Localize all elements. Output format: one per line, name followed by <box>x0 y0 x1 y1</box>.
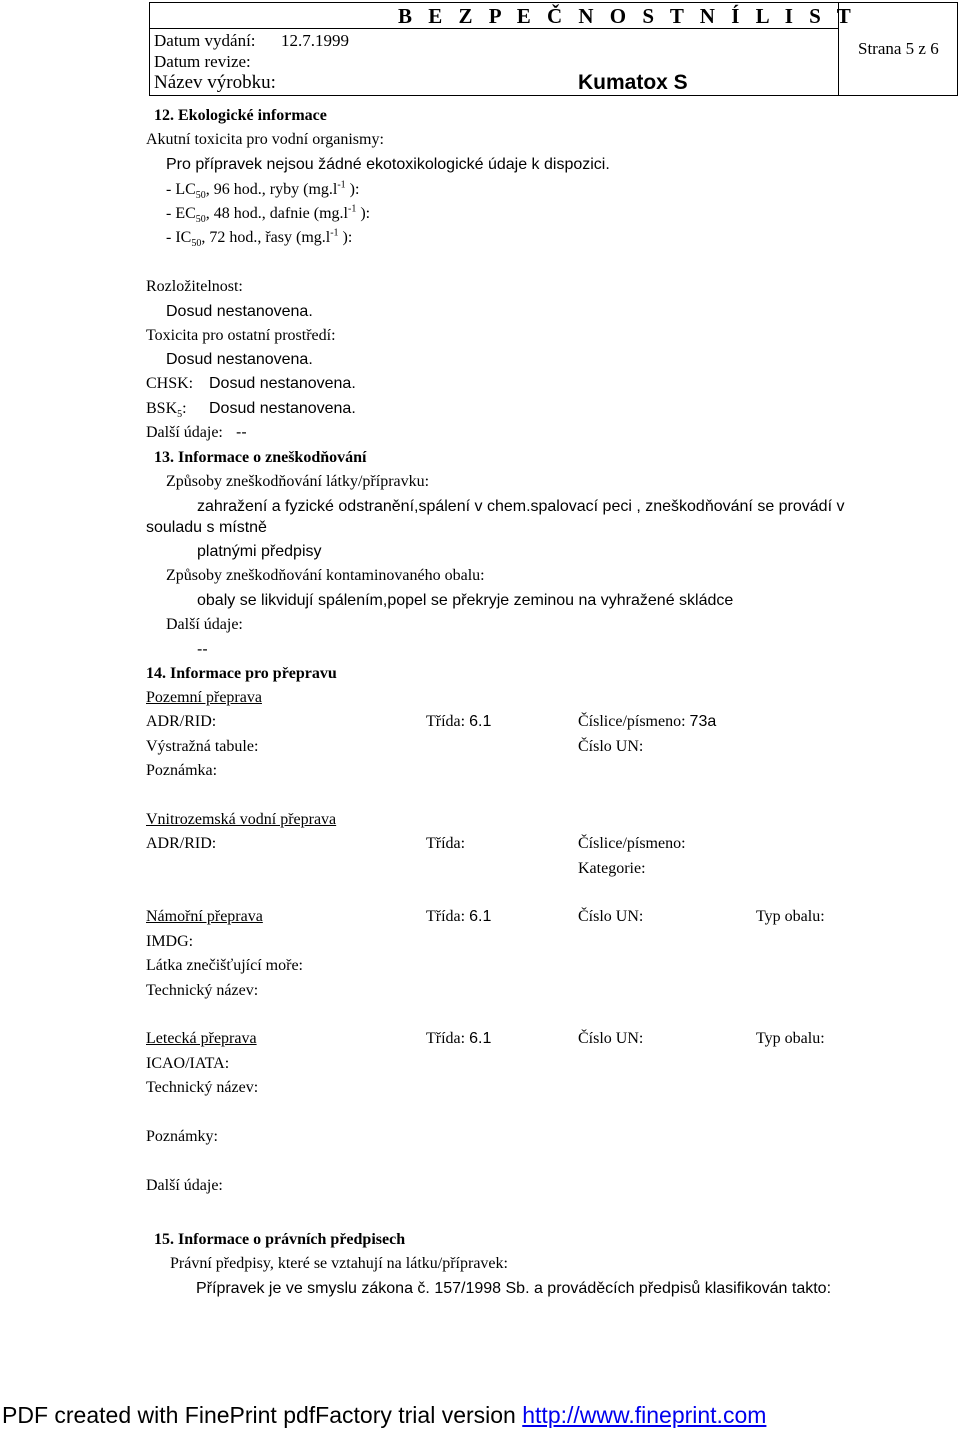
chsk-label: CHSK: <box>146 375 194 392</box>
revision-date-label: Datum revize: <box>154 52 251 71</box>
ec50-row: - $EC_{50}$, 48 hod., dafnie ($mg.l^{-1}$ ): <box>166 203 371 226</box>
fineprint-link[interactable]: http://www.fineprint.com <box>522 1402 767 1428</box>
air-un-label: Číslo UN: <box>578 1030 644 1047</box>
disposal-methods-line1: zahražení a fyzické odstranění,spálení v chem.spalovací peci , zneškodňování se provádí v <box>197 498 845 515</box>
package-disposal-value: obaly se likvidují spálením,popel se překryje zeminou na vyhražené skládce <box>197 592 734 609</box>
package-disposal-label: Způsoby zneškodňování kontaminovaného obalu: <box>166 567 485 584</box>
warning-plate-label: Výstražná tabule: <box>146 738 259 755</box>
inland-adr-label: ADR/RID: <box>146 835 217 852</box>
ic50-row: - $IC_{50}$, 72 hod., řasy ($mg.l^{-1}$ ): <box>166 227 353 250</box>
issue-date-label: Datum vydání: <box>154 31 256 50</box>
acute-toxicity-label: Akutní toxicita pro vodní organismy: <box>146 131 384 148</box>
sea-pack-label: Typ obalu: <box>756 908 825 925</box>
sea-transport-title: Námořní přeprava <box>146 908 263 925</box>
land-note-label: Poznámka: <box>146 762 218 779</box>
s13-other-value: -- <box>197 641 208 658</box>
chsk-value: Dosud nestanovena. <box>209 375 356 392</box>
inland-class-label: Třída: <box>426 835 466 852</box>
s12-other-label: Další údaje: <box>146 424 223 441</box>
icao-iata-label: ICAO/IATA: <box>146 1055 230 1072</box>
issue-date-value: 12.7.1999 <box>281 31 349 50</box>
disposal-methods-line3: platnými předpisy <box>197 543 322 560</box>
no-ecotox-data: Pro přípravek nejsou žádné ekotoxikologické údaje k dispozici. <box>166 156 610 173</box>
degradability-label: Rozložitelnost: <box>146 278 243 295</box>
header-divider <box>149 28 839 29</box>
land-adr-label: ADR/RID: <box>146 713 217 730</box>
inland-transport-title: Vnitrozemská vodní přeprava <box>146 811 337 828</box>
page-number: Strana 5 z 6 <box>858 39 939 58</box>
env-toxicity-value: Dosud nestanovena. <box>166 351 313 368</box>
sea-tech-name-label: Technický název: <box>146 982 259 999</box>
bsk5-value: Dosud nestanovena. <box>209 400 356 417</box>
env-toxicity-label: Toxicita pro ostatní prostředí: <box>146 327 336 344</box>
air-tech-name-label: Technický název: <box>146 1079 259 1096</box>
land-number: Číslice/písmeno: 73a <box>578 713 717 730</box>
section-13-heading: 13. Informace o zneškodňování <box>154 449 367 466</box>
section-12-heading: 12. Ekologické informace <box>154 107 327 124</box>
s12-other-value: -- <box>236 424 247 441</box>
sea-class: Třída: 6.1 <box>426 908 492 925</box>
regulations-label: Právní předpisy, které se vztahují na látku/přípravek: <box>170 1255 508 1272</box>
product-name-value: Kumatox S <box>578 71 688 94</box>
regulations-value: Přípravek je ve smyslu zákona č. 157/1998 Sb. a prováděcích předpisů klasifikován takto: <box>196 1280 832 1297</box>
inland-number-label: Číslice/písmeno: <box>578 835 686 852</box>
air-class: Třída: 6.1 <box>426 1030 492 1047</box>
lc50-row: - $LC_{50}$, 96 hod., ryby ($mg.l^{-1}$ ): <box>166 179 360 202</box>
inland-category-label: Kategorie: <box>578 860 646 877</box>
land-class: Třída: 6.1 <box>426 713 492 730</box>
imdg-label: IMDG: <box>146 933 194 950</box>
air-pack-label: Typ obalu: <box>756 1030 825 1047</box>
notes-label: Poznámky: <box>146 1128 218 1145</box>
pdf-footer: PDF created with FinePrint pdfFactory trial version http://www.fineprint.com <box>2 1402 767 1428</box>
disposal-methods-label: Způsoby zneškodňování látky/přípravku: <box>166 473 430 490</box>
land-un-label: Číslo UN: <box>578 738 644 755</box>
section-15-heading: 15. Informace o právních předpisech <box>154 1231 406 1248</box>
s14-other-label: Další údaje: <box>146 1177 223 1194</box>
s13-other-label: Další údaje: <box>166 616 243 633</box>
land-transport-title: Pozemní přeprava <box>146 689 262 706</box>
product-name-label: Název výrobku: <box>154 72 276 93</box>
air-transport-title: Letecká přeprava <box>146 1030 257 1047</box>
degradability-value: Dosud nestanovena. <box>166 303 313 320</box>
section-14-heading: 14. Informace pro přepravu <box>146 665 337 682</box>
bsk5-label: $BSK_5$: <box>146 400 187 421</box>
sea-un-label: Číslo UN: <box>578 908 644 925</box>
marine-pollutant-label: Látka znečišťující moře: <box>146 957 303 974</box>
document-title: B E Z P E Č N O S T N Í L I S T <box>398 4 857 28</box>
disposal-methods-line2: souladu s místně <box>146 519 267 536</box>
